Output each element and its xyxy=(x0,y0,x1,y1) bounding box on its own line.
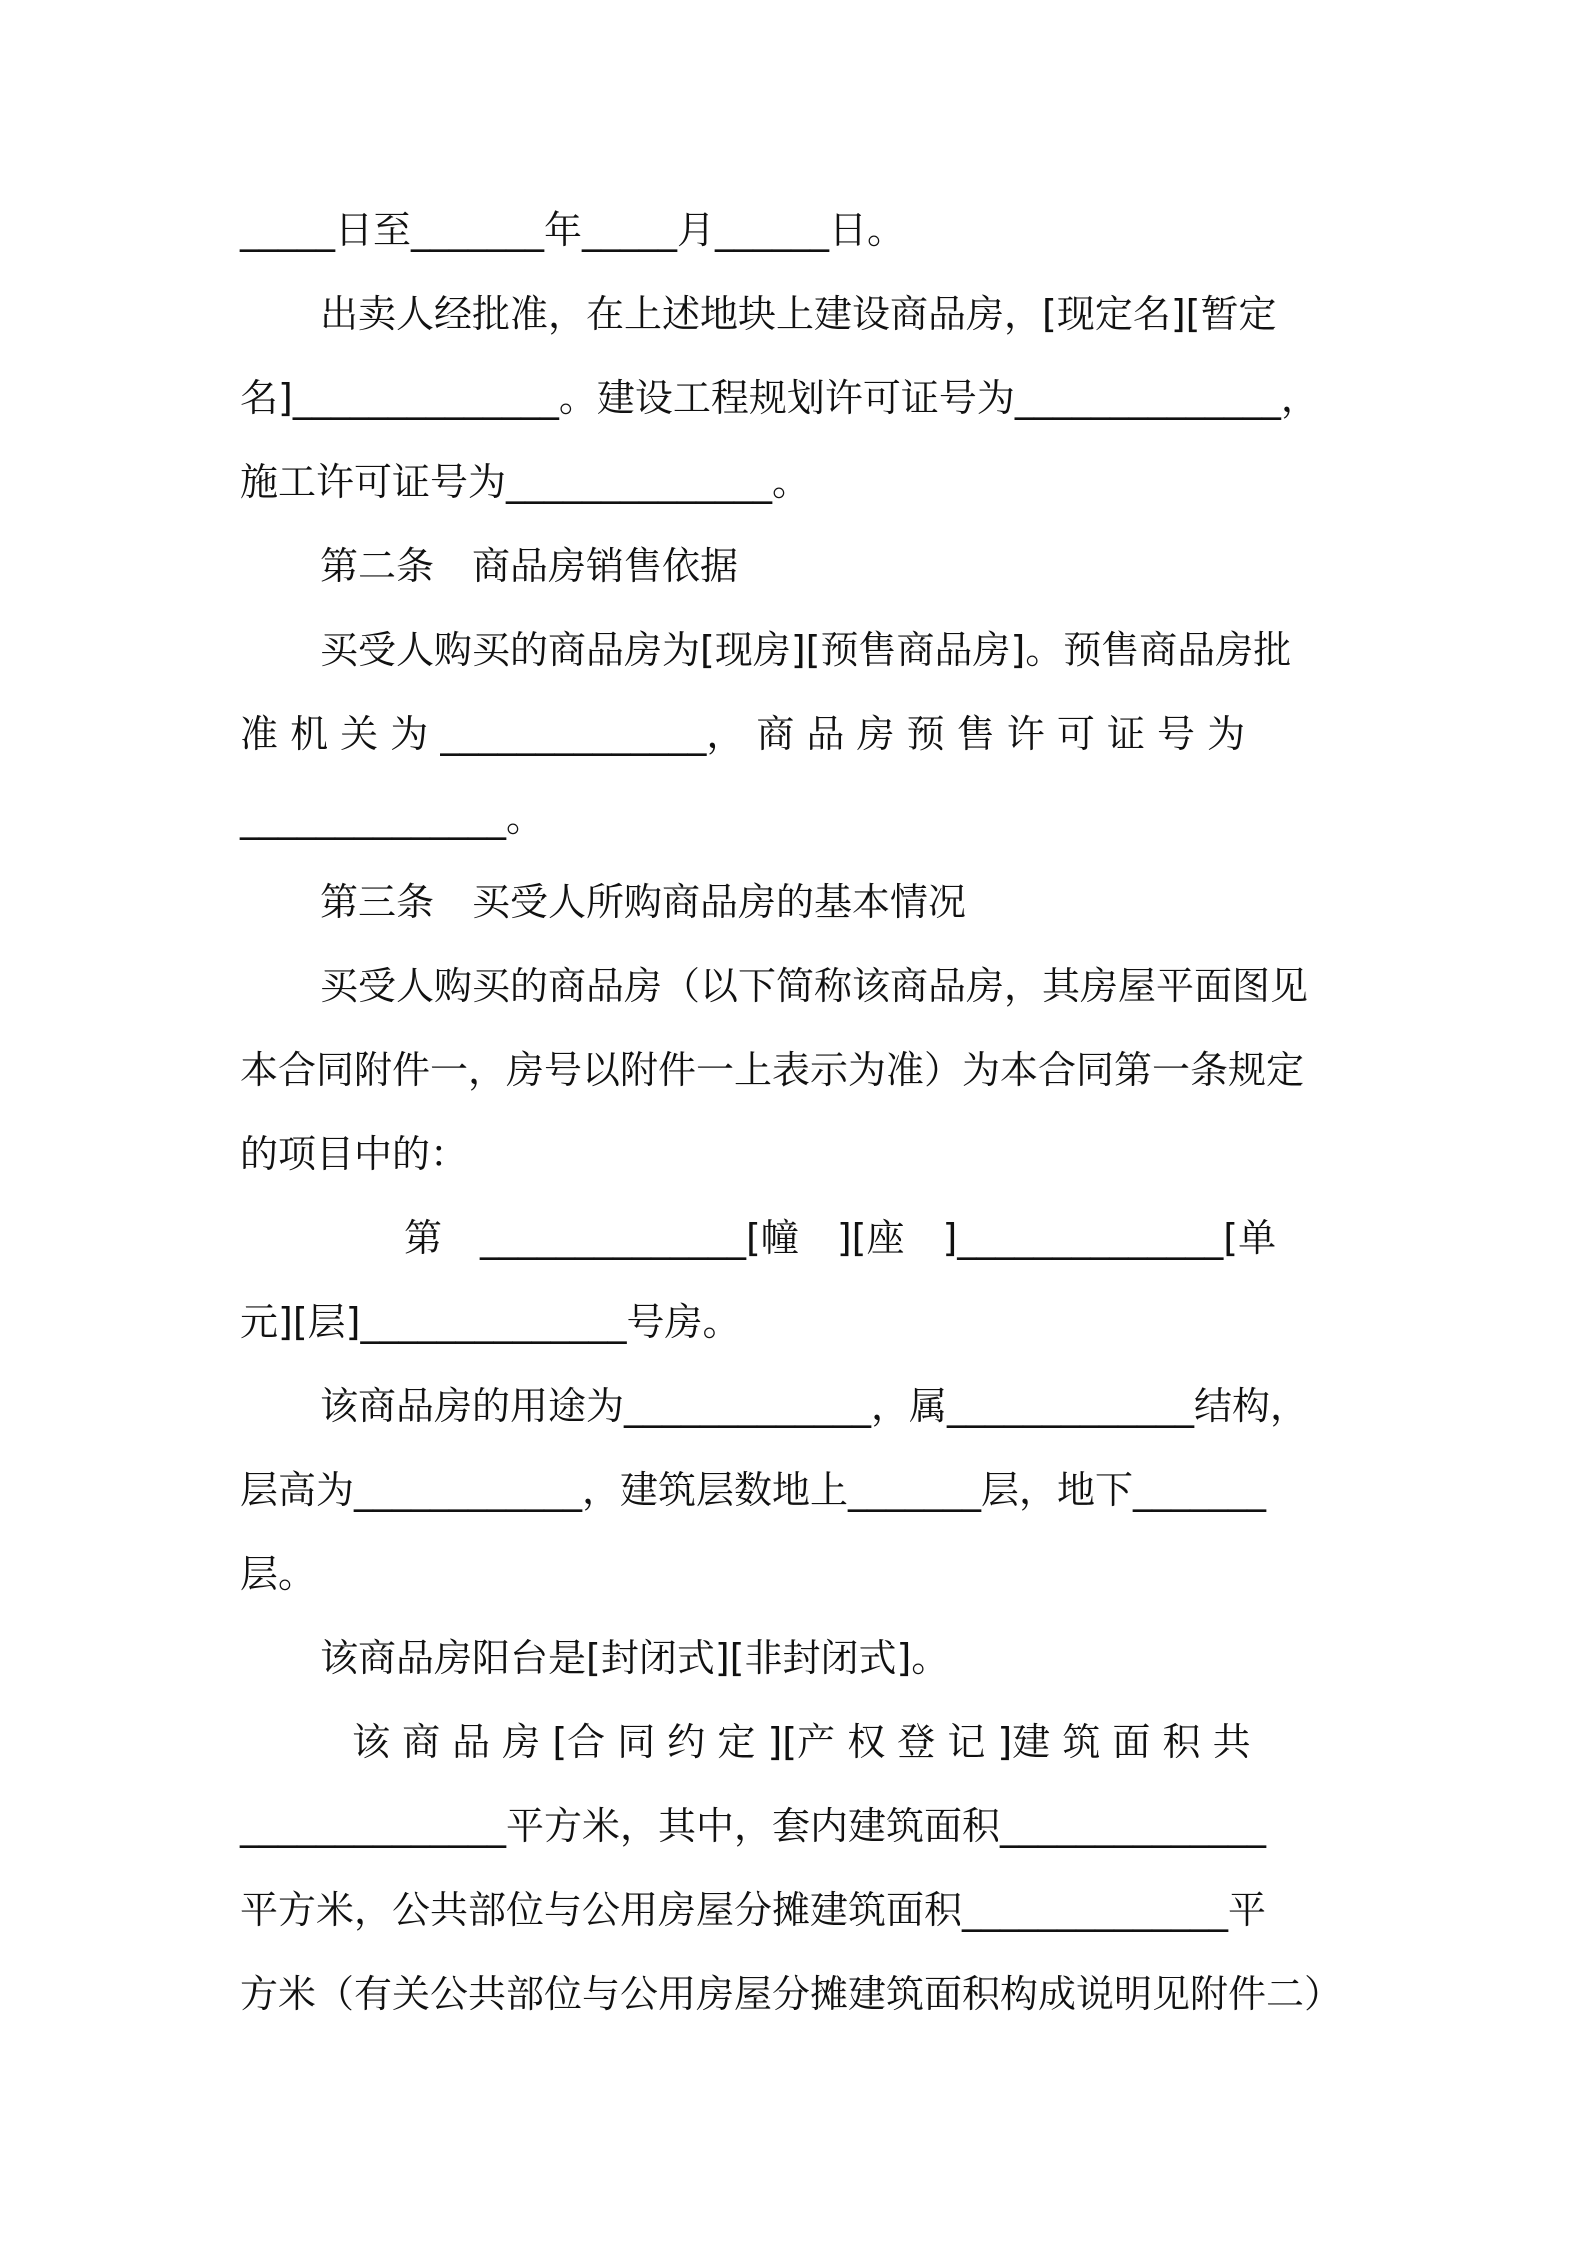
text-line: 名]______________。建设工程规划许可证号为______________， xyxy=(240,376,1319,420)
text-line: 层高为____________，建筑层数地上_______层，地下_______ xyxy=(240,1468,1267,1512)
section-heading-3: 第三条 买受人所购商品房的基本情况 xyxy=(320,880,967,924)
text-line: 该 商 品 房 [合 同 约 定 ][产 权 登 记 ]建 筑 面 积 共 xyxy=(352,1720,1251,1764)
text-line: 元][层]______________号房。 xyxy=(240,1300,741,1344)
text-line: 出卖人经批准，在上述地块上建设商品房，[现定名][暂定 xyxy=(320,292,1277,336)
text-line: 准 机 关 为 ______________， 商 品 房 预 售 许 可 证 号 为 xyxy=(240,712,1246,756)
text-line: ______________平方米，其中，套内建筑面积______________ xyxy=(240,1804,1267,1848)
text-line: 的项目中的： xyxy=(240,1132,469,1176)
text-line: 该商品房的用途为_____________，属_____________结构， xyxy=(320,1384,1309,1428)
text-line: 层。 xyxy=(240,1552,317,1596)
text-line: 方米（有关公共部位与公用房屋分摊建筑面积构成说明见附件二） xyxy=(240,1972,1343,2016)
text-line: 本合同附件一，房号以附件一上表示为准）为本合同第一条规定 xyxy=(240,1048,1305,1092)
text-line: 该商品房阳台是[封闭式][非封闭式]。 xyxy=(320,1636,950,1680)
text-line: 平方米，公共部位与公用房屋分摊建筑面积______________平 xyxy=(240,1888,1267,1932)
text-line: _____日至_______年_____月______日。 xyxy=(240,208,906,252)
text-line: 买受人购买的商品房（以下简称该商品房，其房屋平面图见 xyxy=(320,964,1309,1008)
text-line: 施工许可证号为______________。 xyxy=(240,460,811,504)
text-line: ______________。 xyxy=(240,796,545,840)
text-line: 买受人购买的商品房为[现房][预售商品房]。预售商品房批 xyxy=(320,628,1292,672)
text-line: 第 ______________[幢 ][座 ]______________[单 xyxy=(404,1216,1277,1260)
section-heading-2: 第二条 商品房销售依据 xyxy=(320,544,739,588)
